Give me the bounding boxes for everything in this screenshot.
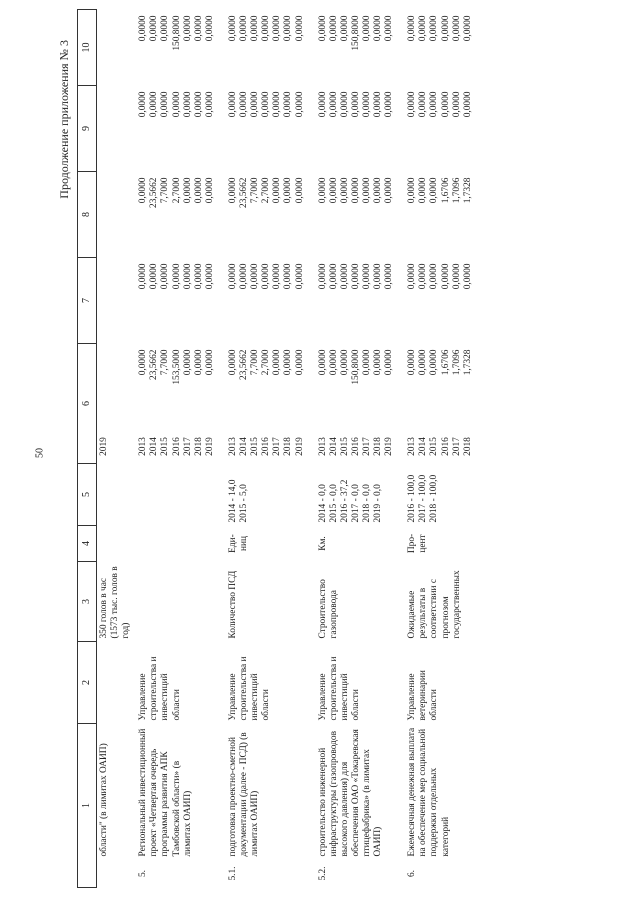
funding-other-line: 0,0000 <box>451 15 462 42</box>
funding-regional <box>134 172 224 258</box>
column-header: 10 <box>78 10 97 86</box>
target-values <box>224 464 314 526</box>
year-list <box>403 430 482 464</box>
funding-regional-line: 1,7328 <box>462 177 473 204</box>
carry-over-row <box>97 10 135 888</box>
funding-federal-line: 0,0000 <box>350 263 361 290</box>
funding-regional-line: 0,0000 <box>283 177 294 204</box>
funding-other-line: 0,0000 <box>361 15 372 42</box>
funding-regional-line: 0,0000 <box>227 177 238 204</box>
funding-federal-line: 0,0000 <box>261 263 272 290</box>
carry-over-year: 2019 <box>99 437 109 456</box>
funding-federal-line: 0,0000 <box>462 263 473 290</box>
funding-total-line: 23,5662 <box>239 349 250 380</box>
target-values <box>403 464 482 526</box>
carry-over-name: области" (в лимитах ОАИП) <box>99 743 109 857</box>
funding-local-line: 0,0000 <box>317 91 328 118</box>
funding-local-line: 0,0000 <box>272 91 283 118</box>
funding-local <box>314 86 404 172</box>
target-values-line: 2019 - 0,0 <box>373 484 384 523</box>
column-header: 2 <box>78 642 97 724</box>
funding-other-line: 0,0000 <box>407 15 418 42</box>
funding-other-line: 0,0000 <box>193 15 204 42</box>
funding-local-line: 0,0000 <box>407 91 418 118</box>
column-number-row <box>78 10 97 888</box>
table-row <box>224 10 314 888</box>
funding-other-line: 0,0000 <box>317 15 328 42</box>
funding-total-line: 0,0000 <box>407 349 418 376</box>
year-list-line: 2016 <box>350 437 361 456</box>
funding-federal-line: 0,0000 <box>328 263 339 290</box>
year-list-line: 2014 <box>418 437 429 456</box>
year-list-line: 2017 <box>451 437 462 456</box>
funding-federal-line: 0,0000 <box>160 263 171 290</box>
year-list-line: 2018 <box>462 437 473 456</box>
funding-total-line: 2,7000 <box>261 349 272 376</box>
funding-local-line: 0,0000 <box>283 91 294 118</box>
funding-regional <box>224 172 314 258</box>
funding-regional-line: 0,0000 <box>294 177 305 204</box>
column-header: 9 <box>78 86 97 172</box>
funding-federal-line: 0,0000 <box>283 263 294 290</box>
funding-local-line: 0,0000 <box>182 91 193 118</box>
funding-regional-line: 2,7000 <box>171 177 182 204</box>
funding-other-line: 0,0000 <box>440 15 451 42</box>
funding-regional-line: 0,0000 <box>384 177 395 204</box>
funding-other-line: 0,0000 <box>339 15 350 42</box>
funding-local-line: 0,0000 <box>440 91 451 118</box>
funding-regional-line: 1,6706 <box>440 177 451 204</box>
funding-total-line: 23,5662 <box>149 349 160 380</box>
column-header: 7 <box>78 258 97 344</box>
funding-other-line: 0,0000 <box>239 15 250 42</box>
funding-local-line: 0,0000 <box>339 91 350 118</box>
funding-local-line: 0,0000 <box>193 91 204 118</box>
funding-other-line: 0,0000 <box>182 15 193 42</box>
funding-regional-line: 0,0000 <box>418 177 429 204</box>
year-list <box>224 430 314 464</box>
year-list-line: 2014 <box>149 437 160 456</box>
funding-other-line: 0,0000 <box>418 15 429 42</box>
funding-other-line: 0,0000 <box>384 15 395 42</box>
year-list-line: 2016 <box>171 437 182 456</box>
funding-total-line: 0,0000 <box>283 349 294 376</box>
year-list-line: 2016 <box>261 437 272 456</box>
table-row <box>403 10 482 888</box>
funding-regional-line: 0,0000 <box>373 177 384 204</box>
column-header: 4 <box>78 526 97 562</box>
funding-total <box>224 344 314 430</box>
funding-regional <box>314 172 404 258</box>
funding-total-line: 0,0000 <box>138 349 149 376</box>
funding-total-line: 0,0000 <box>193 349 204 376</box>
funding-other-line: 0,0000 <box>138 15 149 42</box>
funding-local-line: 0,0000 <box>138 91 149 118</box>
funding-local-line: 0,0000 <box>250 91 261 118</box>
funding-local <box>224 86 314 172</box>
year-list-line: 2013 <box>138 437 149 456</box>
funding-local-line: 0,0000 <box>261 91 272 118</box>
funding-other-line: 0,0000 <box>261 15 272 42</box>
year-list <box>314 430 404 464</box>
appendix-header: Продолжение приложения № 3 <box>57 40 71 199</box>
funding-local-line: 0,0000 <box>239 91 250 118</box>
funding-total-line: 1,7096 <box>451 349 462 376</box>
year-list-line: 2019 <box>384 437 395 456</box>
funding-other-line: 150,8000 <box>350 15 361 51</box>
year-list-line: 2015 <box>160 437 171 456</box>
funding-regional-line: 0,0000 <box>204 177 215 204</box>
row-number: 5. <box>138 869 149 878</box>
year-list-line: 2018 <box>283 437 294 456</box>
funding-regional-line: 7,7000 <box>250 177 261 204</box>
funding-local <box>403 86 482 172</box>
funding-federal-line: 0,0000 <box>204 263 215 290</box>
funding-federal-line: 0,0000 <box>384 263 395 290</box>
target-values-line: 2014 - 14,0 <box>227 479 238 523</box>
funding-local-line: 0,0000 <box>462 91 473 118</box>
funding-regional-line: 0,0000 <box>193 177 204 204</box>
funding-total-line: 0,0000 <box>361 349 372 376</box>
target-values-line: 2018 - 100,0 <box>429 474 440 523</box>
funding-local-line: 0,0000 <box>384 91 395 118</box>
funding-federal-line: 0,0000 <box>418 263 429 290</box>
funding-total-line: 0,0000 <box>384 349 395 376</box>
funding-federal-line: 0,0000 <box>294 263 305 290</box>
funding-other-line: 0,0000 <box>149 15 160 42</box>
indicator: Ожидаемые результаты в соответствии с прогнозом государственных <box>407 570 462 639</box>
rotated-page <box>57 15 627 888</box>
funding-total-line: 0,0000 <box>373 349 384 376</box>
funding-total <box>134 344 224 430</box>
year-list <box>134 430 224 464</box>
funding-regional-line: 7,7000 <box>160 177 171 204</box>
year-list-line: 2014 <box>328 437 339 456</box>
funding-regional-line: 0,0000 <box>339 177 350 204</box>
funding-federal-line: 0,0000 <box>149 263 160 290</box>
activity-name: подготовка проектно-сметной документации (далее - ПСД) (в лимитах ОАИП) <box>227 732 261 857</box>
funding-total-line: 0,0000 <box>418 349 429 376</box>
year-list-line: 2013 <box>227 437 238 456</box>
year-list-line: 2013 <box>317 437 328 456</box>
funding-total-line: 0,0000 <box>294 349 305 376</box>
funding-federal-line: 0,0000 <box>193 263 204 290</box>
year-list-line: 2019 <box>204 437 215 456</box>
funding-regional-line: 0,0000 <box>272 177 283 204</box>
target-values-line: 2017 - 100,0 <box>418 474 429 523</box>
funding-other-line: 0,0000 <box>462 15 473 42</box>
target-values-line: 2018 - 0,0 <box>361 484 372 523</box>
funding-federal-line: 0,0000 <box>451 263 462 290</box>
funding-local-line: 0,0000 <box>418 91 429 118</box>
year-list-line: 2015 <box>339 437 350 456</box>
unit <box>134 526 224 562</box>
activity-name: Ежемесячная денежная выплата на обеспечение мер социальной поддержки отдельных категорий <box>407 727 451 857</box>
funding-total-line: 0,0000 <box>328 349 339 376</box>
row-number: 6. <box>407 869 418 878</box>
funding-other-line: 0,0000 <box>272 15 283 42</box>
funding-local-line: 0,0000 <box>350 91 361 118</box>
funding-federal-line: 0,0000 <box>373 263 384 290</box>
funding-other <box>224 10 314 86</box>
funding-federal-line: 0,0000 <box>429 263 440 290</box>
funding-other-line: 0,0000 <box>294 15 305 42</box>
funding-other-line: 150,8000 <box>171 15 182 51</box>
funding-regional-line: 23,5662 <box>239 177 250 208</box>
funding-regional-line: 0,0000 <box>328 177 339 204</box>
funding-federal-line: 0,0000 <box>171 263 182 290</box>
funding-regional <box>403 172 482 258</box>
funding-total-line: 1,6706 <box>440 349 451 376</box>
funding-total-line: 0,0000 <box>272 349 283 376</box>
year-list-line: 2018 <box>193 437 204 456</box>
funding-federal-line: 0,0000 <box>272 263 283 290</box>
indicator: Количество ПСД <box>227 570 238 639</box>
target-values-line: 2015 - 5,0 <box>239 484 250 523</box>
funding-local-line: 0,0000 <box>204 91 215 118</box>
funding-regional-line: 23,5662 <box>149 177 160 208</box>
funding-total <box>314 344 404 430</box>
funding-total-line: 0,0000 <box>429 349 440 376</box>
page-number: 50 <box>34 448 46 458</box>
table-row <box>314 10 404 888</box>
funding-total-line: 153,5000 <box>171 349 182 385</box>
row-number: 5.2. <box>317 866 328 881</box>
executor: Управление ветеринарии области <box>407 670 440 721</box>
funding-local-line: 0,0000 <box>451 91 462 118</box>
indicator <box>134 562 224 642</box>
executor: Управление строительства и инвестиций области <box>138 656 182 721</box>
funding-total-line: 0,0000 <box>204 349 215 376</box>
year-list-line: 2013 <box>407 437 418 456</box>
funding-other-line: 0,0000 <box>283 15 294 42</box>
funding-total-line: 0,0000 <box>182 349 193 376</box>
funding-federal-line: 0,0000 <box>227 263 238 290</box>
funding-federal <box>403 258 482 344</box>
funding-local-line: 0,0000 <box>160 91 171 118</box>
column-header: 6 <box>78 344 97 464</box>
funding-total-line: 1,7328 <box>462 349 473 376</box>
funding-total-line: 0,0000 <box>227 349 238 376</box>
funding-total <box>403 344 482 430</box>
funding-local-line: 0,0000 <box>294 91 305 118</box>
funding-local-line: 0,0000 <box>171 91 182 118</box>
funding-regional-line: 1,7096 <box>451 177 462 204</box>
funding-local-line: 0,0000 <box>361 91 372 118</box>
funding-federal-line: 0,0000 <box>182 263 193 290</box>
funding-federal <box>314 258 404 344</box>
unit: Еди-ниц <box>227 534 250 553</box>
funding-regional-line: 0,0000 <box>407 177 418 204</box>
target-values-line: 2016 - 37,2 <box>339 479 350 523</box>
year-list-line: 2017 <box>361 437 372 456</box>
year-list-line: 2014 <box>239 437 250 456</box>
funding-local <box>134 86 224 172</box>
funding-other-line: 0,0000 <box>373 15 384 42</box>
funding-total-line: 150,8000 <box>350 349 361 385</box>
funding-other <box>403 10 482 86</box>
year-list-line: 2018 <box>373 437 384 456</box>
funding-other-line: 0,0000 <box>160 15 171 42</box>
indicator: Строительство газопровода <box>317 579 339 639</box>
column-header: 3 <box>78 562 97 642</box>
executor: Управление строительства и инвестиций области <box>317 656 361 721</box>
target-values <box>134 464 224 526</box>
funding-federal <box>134 258 224 344</box>
year-list-line: 2017 <box>272 437 283 456</box>
funding-federal-line: 0,0000 <box>407 263 418 290</box>
funding-other <box>134 10 224 86</box>
executor: Управление строительства и инвестиций области <box>227 656 272 721</box>
target-values-line: 2016 - 100,0 <box>407 474 418 523</box>
funding-federal-line: 0,0000 <box>317 263 328 290</box>
target-values-line: 2017 - 0,0 <box>350 484 361 523</box>
funding-other-line: 0,0000 <box>227 15 238 42</box>
funding-local-line: 0,0000 <box>429 91 440 118</box>
funding-total-line: 0,0000 <box>339 349 350 376</box>
funding-other-line: 0,0000 <box>429 15 440 42</box>
target-values-line: 2014 - 0,0 <box>317 484 328 523</box>
funding-total-line: 0,0000 <box>317 349 328 376</box>
funding-federal-line: 0,0000 <box>440 263 451 290</box>
funding-regional-line: 0,0000 <box>361 177 372 204</box>
funding-regional-line: 0,0000 <box>182 177 193 204</box>
unit: Про-цент <box>407 533 429 554</box>
funding-federal-line: 0,0000 <box>138 263 149 290</box>
funding-other-line: 0,0000 <box>328 15 339 42</box>
funding-local-line: 0,0000 <box>227 91 238 118</box>
unit: Км. <box>317 536 328 551</box>
funding-total-line: 7,7000 <box>160 349 171 376</box>
target-values <box>314 464 404 526</box>
funding-other-line: 0,0000 <box>204 15 215 42</box>
year-list-line: 2015 <box>429 437 440 456</box>
funding-regional-line: 0,0000 <box>138 177 149 204</box>
funding-total-line: 7,7000 <box>250 349 261 376</box>
table-row <box>134 10 224 888</box>
funding-other <box>314 10 404 86</box>
activity-name: Региональный инвестиционный проект «Четвертая очередь программы развития АПК Тамбовской области» (в лимитах ОАИП) <box>138 728 193 857</box>
column-header: 1 <box>78 724 97 888</box>
funding-regional-line: 2,7000 <box>261 177 272 204</box>
funding-regional-line: 0,0000 <box>350 177 361 204</box>
target-values-line: 2015 - 0,0 <box>328 484 339 523</box>
year-list-line: 2017 <box>182 437 193 456</box>
funding-regional-line: 0,0000 <box>429 177 440 204</box>
funding-federal-line: 0,0000 <box>339 263 350 290</box>
funding-federal-line: 0,0000 <box>239 263 250 290</box>
activity-name: строительство инженерной инфраструктуры (газопроводов высокого давления) для обеспечения ОАО «Токаревская птицефабрика» (в лимитах ОАИП) <box>317 729 384 857</box>
year-list-line: 2015 <box>250 437 261 456</box>
funding-other-line: 0,0000 <box>250 15 261 42</box>
funding-local-line: 0,0000 <box>373 91 384 118</box>
program-table <box>77 9 482 888</box>
funding-federal <box>224 258 314 344</box>
funding-regional-line: 0,0000 <box>317 177 328 204</box>
year-list-line: 2016 <box>440 437 451 456</box>
column-header: 8 <box>78 172 97 258</box>
row-number: 5.1. <box>227 866 238 881</box>
column-header: 5 <box>78 464 97 526</box>
funding-federal-line: 0,0000 <box>250 263 261 290</box>
carry-over-indicator: 350 голов в час (1573 тыс. голов в год) <box>99 566 132 639</box>
year-list-line: 2019 <box>294 437 305 456</box>
funding-local-line: 0,0000 <box>328 91 339 118</box>
funding-local-line: 0,0000 <box>149 91 160 118</box>
funding-federal-line: 0,0000 <box>361 263 372 290</box>
